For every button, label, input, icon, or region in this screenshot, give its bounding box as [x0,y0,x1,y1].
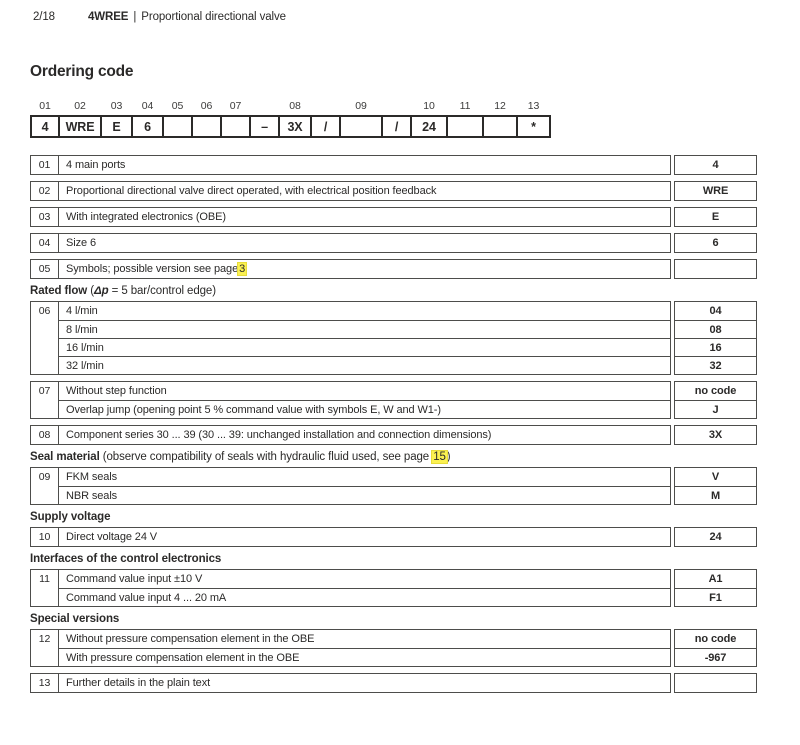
heading-bold-text: Seal material [30,451,100,463]
option-row [59,528,670,546]
code-cell [339,99,383,138]
option-code [675,260,756,278]
option-code: 4 [712,159,719,171]
option-row [59,208,670,226]
heading-bold-text: Supply voltage [30,511,111,523]
option-text: 8 l/min [66,323,98,336]
option-text: Proportional directional valve direct operated, with electrical position feedback [66,185,437,197]
code-position-label: 04 [141,100,154,112]
code-cell [278,99,312,138]
document-header [33,11,286,23]
ordering-options [30,155,757,699]
section-heading-interfaces [30,553,757,566]
code-position-label: 08 [289,100,301,112]
option-row [59,260,670,278]
option-row [59,182,670,200]
code-value-box [482,115,518,138]
group-number: 13 [31,674,59,692]
code-value-box: / [381,115,412,138]
option-code: F1 [675,588,756,606]
code-value-box: WRE [58,115,102,138]
option-row [59,302,670,320]
heading-bold-text: Rated flow [30,285,88,297]
option-text: 16 l/min [66,341,104,354]
order-group-08 [30,425,757,445]
code-position-label: 01 [39,100,51,112]
product-subtitle: Proportional directional valve [141,11,286,23]
option-row [59,570,670,588]
code-value-box: 24 [410,115,448,138]
code-cell-slash [310,99,341,138]
group-number: 11 [31,570,59,606]
option-text: With integrated electronics (OBE) [66,211,226,223]
option-code: A1 [708,573,723,585]
code-value-box: * [516,115,551,138]
option-code: 24 [709,531,722,543]
heading-text: ) [446,451,451,463]
option-row [59,468,670,486]
code-position-label [249,99,280,115]
option-code: 16 [675,338,756,356]
option-code: no code [694,633,737,645]
option-code: E [711,211,720,223]
option-row [59,588,670,606]
option-text: Size 6 [66,237,96,249]
section-heading-special-versions [30,613,757,626]
order-group-11 [30,569,757,607]
code-position-label: 12 [494,100,506,112]
code-position-label [310,99,341,115]
option-row [59,382,670,400]
delta-p-symbol: Δp [93,285,109,297]
group-number: 04 [31,234,59,252]
heading-text: (observe compatibility of seals with hydraulic fluid used, see page [99,451,433,463]
section-heading-seal-material [30,451,757,464]
order-group-07 [30,381,757,419]
order-group-03 [30,207,757,227]
code-position-label: 11 [459,100,471,112]
group-number: 05 [31,260,59,278]
option-code: no code [694,385,737,397]
option-row [59,674,670,692]
code-value-box [339,115,383,138]
header-divider: | [133,11,137,23]
code-value-box [446,115,484,138]
option-text: 32 l/min [66,359,104,372]
option-code: -967 [675,648,756,666]
option-code: 04 [709,305,722,317]
code-position-label: 10 [423,100,435,112]
code-value-box: 4 [30,115,60,138]
order-group-05 [30,259,757,279]
code-value-box: 3X [278,115,312,138]
option-row [59,320,670,338]
order-group-06 [30,301,757,375]
option-row [59,630,670,648]
option-row [59,486,670,504]
option-code: J [675,400,756,418]
code-cell [100,99,133,138]
option-row [59,156,670,174]
option-text: FKM seals [66,471,118,483]
group-number: 01 [31,156,59,174]
code-position-label: 06 [200,100,213,112]
code-value-box [162,115,193,138]
code-cell [410,99,448,138]
option-text: 4 l/min [66,305,98,317]
option-code: V [711,471,720,483]
section-heading-rated-flow [30,285,757,298]
option-row [59,338,670,356]
code-position-label: 07 [229,100,242,112]
page-number: 2/18 [33,11,55,23]
option-code: WRE [702,185,729,197]
heading-bold-text: Interfaces of the control electronics [30,553,222,565]
code-cell [58,99,102,138]
order-group-12 [30,629,757,667]
group-number: 08 [31,426,59,444]
option-code: 6 [712,237,719,249]
code-position-label: 05 [171,100,184,112]
option-row [59,356,670,374]
page-link-15[interactable]: 15 [433,451,446,463]
option-code: 32 [675,356,756,374]
code-cell [516,99,551,138]
option-text: 4 main ports [66,159,126,171]
option-text: Symbols; possible version see page [66,263,239,275]
code-position-label: 03 [110,100,123,112]
page-link-3[interactable]: 3 [239,263,246,275]
code-position-label: 13 [527,100,540,112]
option-code [675,674,756,692]
section-heading-supply-voltage [30,511,757,524]
heading-text: = 5 bar/control edge) [108,285,216,297]
option-text: With pressure compensation element in the OBE [66,651,300,664]
option-row [59,400,670,418]
option-code: M [675,486,756,504]
option-text: Command value input 4 ... 20 mA [66,591,227,604]
order-group-13 [30,673,757,693]
option-text: Direct voltage 24 V [66,531,158,543]
code-position-label: 02 [74,100,86,112]
code-value-box: 6 [131,115,164,138]
order-group-01 [30,155,757,175]
code-cell-slash [381,99,412,138]
code-cell [30,99,60,138]
option-code: 08 [675,320,756,338]
group-number: 07 [31,382,59,418]
option-text: Command value input ±10 V [66,573,203,585]
code-position-label: 09 [355,100,367,112]
code-cell-dash [249,99,280,138]
code-value-box: – [249,115,280,138]
code-cell [162,99,193,138]
order-group-10 [30,527,757,547]
group-number: 12 [31,630,59,666]
option-row [59,426,670,444]
code-value-box [220,115,251,138]
group-number: 09 [31,468,59,504]
group-number: 06 [31,302,59,374]
heading-bold-text: Special versions [30,613,120,625]
page-title: Ordering code [30,63,134,80]
group-number: 10 [31,528,59,546]
group-number: 03 [31,208,59,226]
order-group-02 [30,181,757,201]
option-row [59,648,670,666]
code-cell [446,99,484,138]
option-code: 3X [708,429,723,441]
option-row [59,234,670,252]
option-text: NBR seals [66,489,118,502]
code-cell [482,99,518,138]
option-text: Component series 30 ... 39 (30 ... 39: unchanged installation and connection dimensions) [66,429,492,441]
code-value-box: E [100,115,133,138]
option-text: Further details in the plain text [66,677,211,689]
option-text: Overlap jump (opening point 5 % command value with symbols E, W and W1-) [66,403,441,416]
code-cell [191,99,222,138]
ordering-code-table [30,99,551,138]
group-number: 02 [31,182,59,200]
code-value-box: / [310,115,341,138]
code-cell [131,99,164,138]
option-text: Without pressure compensation element in the OBE [66,633,315,645]
product-name: 4WREE [87,11,129,23]
order-group-09 [30,467,757,505]
option-text: Without step function [66,385,167,397]
heading-text: ( [87,285,94,297]
code-position-label [381,99,412,115]
code-cell [220,99,251,138]
order-group-04 [30,233,757,253]
code-value-box [191,115,222,138]
